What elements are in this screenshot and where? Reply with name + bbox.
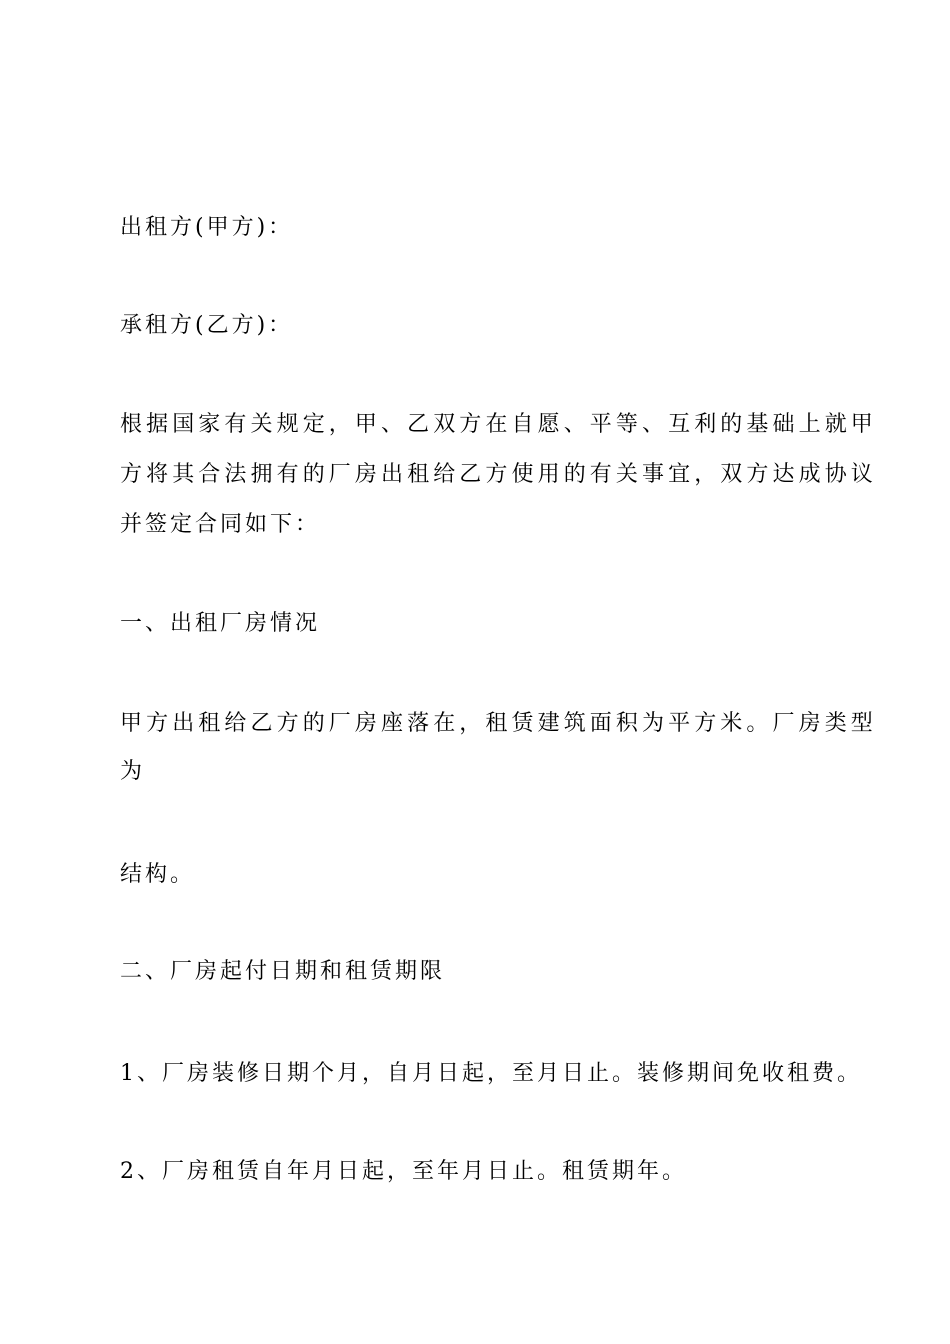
section1-body-line-3: 结构。 bbox=[120, 862, 196, 887]
section1-body-line-1: 甲方出租给乙方的厂房座落在，租赁建筑面积为平方米。厂房类型 bbox=[120, 711, 877, 736]
section2-item-1: 1、厂房装修日期个月，自月日起，至月日止。装修期间免收租费。 bbox=[120, 1061, 862, 1086]
lessor-line: 出租方(甲方)： bbox=[120, 215, 294, 240]
lessee-line: 承租方(乙方)： bbox=[120, 313, 294, 338]
intro-line-1: 根据国家有关规定，甲、乙双方在自愿、平等、互利的基础上就甲 bbox=[120, 412, 877, 437]
intro-line-3: 并签定合同如下： bbox=[120, 512, 321, 537]
section1-body-line-2: 为 bbox=[120, 759, 146, 784]
intro-line-2: 方将其合法拥有的厂房出租给乙方使用的有关事宜，双方达成协议 bbox=[120, 462, 877, 487]
section2-item-2: 2、厂房租赁自年月日起，至年月日止。租赁期年。 bbox=[120, 1159, 687, 1184]
section1-title: 一、出租厂房情况 bbox=[120, 611, 321, 636]
section2-title: 二、厂房起付日期和租赁期限 bbox=[120, 959, 446, 984]
